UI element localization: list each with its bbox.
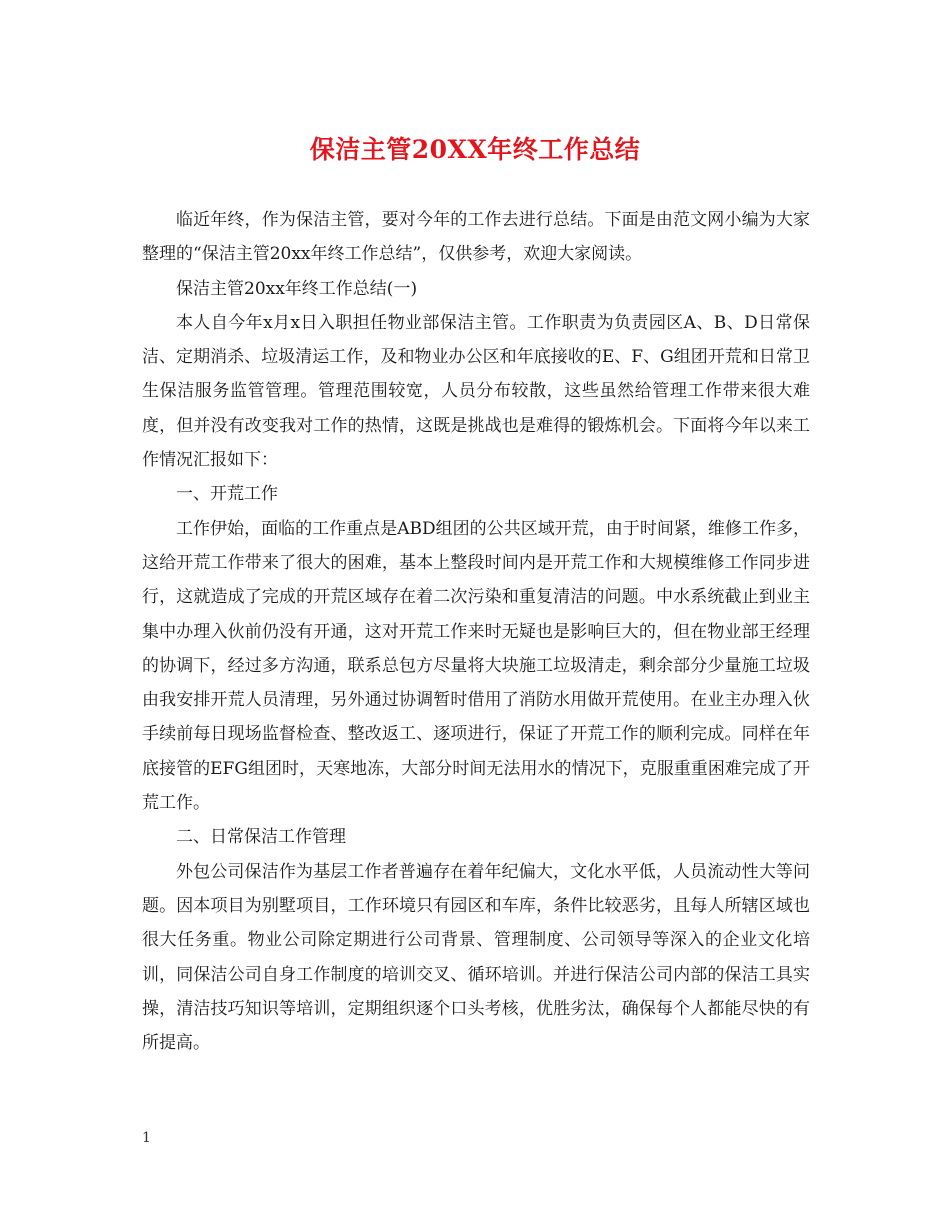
page-number: 1 — [142, 1130, 151, 1146]
document-title: 保洁主管20XX年终工作总结 — [309, 135, 641, 164]
paragraph-intro: 临近年终，作为保洁主管，要对今年的工作去进行总结。下面是由范文网小编为大家整理的“保洁主管20xx年终工作总结”，仅供参考，欢迎大家阅读。 — [142, 210, 810, 265]
paragraph-section-1: 工作伊始，面临的工作重点是ABD组团的公共区域开荒，由于时间紧，维修工作多，这给开荒工作带来了很大的困难，基本上整段时间内是开荒工作和大规模维修工作同步进行，这就造成了完成的开荒区域存在着二次污染和重复清洁的问题。中水系统截止到业主集中办理入伙前仍没有开通，这对开荒工作来时无疑也是影响巨大的，但在物业部王经理的协调下，经过多方沟通，联系总包方尽量将大块施工垃圾清走，剩余部分少量施工垃圾由我安排开荒人员清理，另外通过协调暂时借用了消防水用做开荒使用。在业主办理入伙手续前每日现场监督检查、整改返工、逐项进行，保证了开荒工作的顺利完成。同样在年底接管的EFG组团时，天寒地冻，大部分时间无法用水的情况下，克服重重困难完成了开荒工作。 — [142, 518, 810, 814]
paragraph-subtitle: 保洁主管20xx年终工作总结(一) — [176, 278, 418, 299]
document-body — [142, 203, 810, 1060]
paragraph-section-2: 外包公司保洁作为基层工作者普遍存在着年纪偏大，文化水平低，人员流动性大等问题。因本项目为别墅项目，工作环境只有园区和车库，条件比较恶劣，且每人所辖区域也很大任务重。物业公司除定期进行公司背景、管理制度、公司领导等深入的企业文化培训，同保洁公司自身工作制度的培训交叉、循环培训。并进行保洁公司内部的保洁工具实操，清洁技巧知识等培训，定期组织逐个口头考核，优胜劣汰，确保每个人都能尽快的有所提高。 — [142, 861, 810, 1054]
section-heading-2: 二、日常保洁工作管理 — [176, 827, 346, 848]
section-heading-1: 一、开荒工作 — [176, 484, 278, 505]
paragraph-overview: 本人自今年x月x日入职担任物业部保洁主管。工作职责为负责园区A、B、D日常保洁、定期消杀、垃圾清运工作，及和物业办公区和年底接收的E、F、G组团开荒和日常卫生保洁服务监管管理。管理范围较宽，人员分布较散，这些虽然给管理工作带来很大难度，但并没有改变我对工作的热情，这既是挑战也是难得的锻炼机会。下面将今年以来工作情况汇报如下： — [142, 312, 810, 471]
